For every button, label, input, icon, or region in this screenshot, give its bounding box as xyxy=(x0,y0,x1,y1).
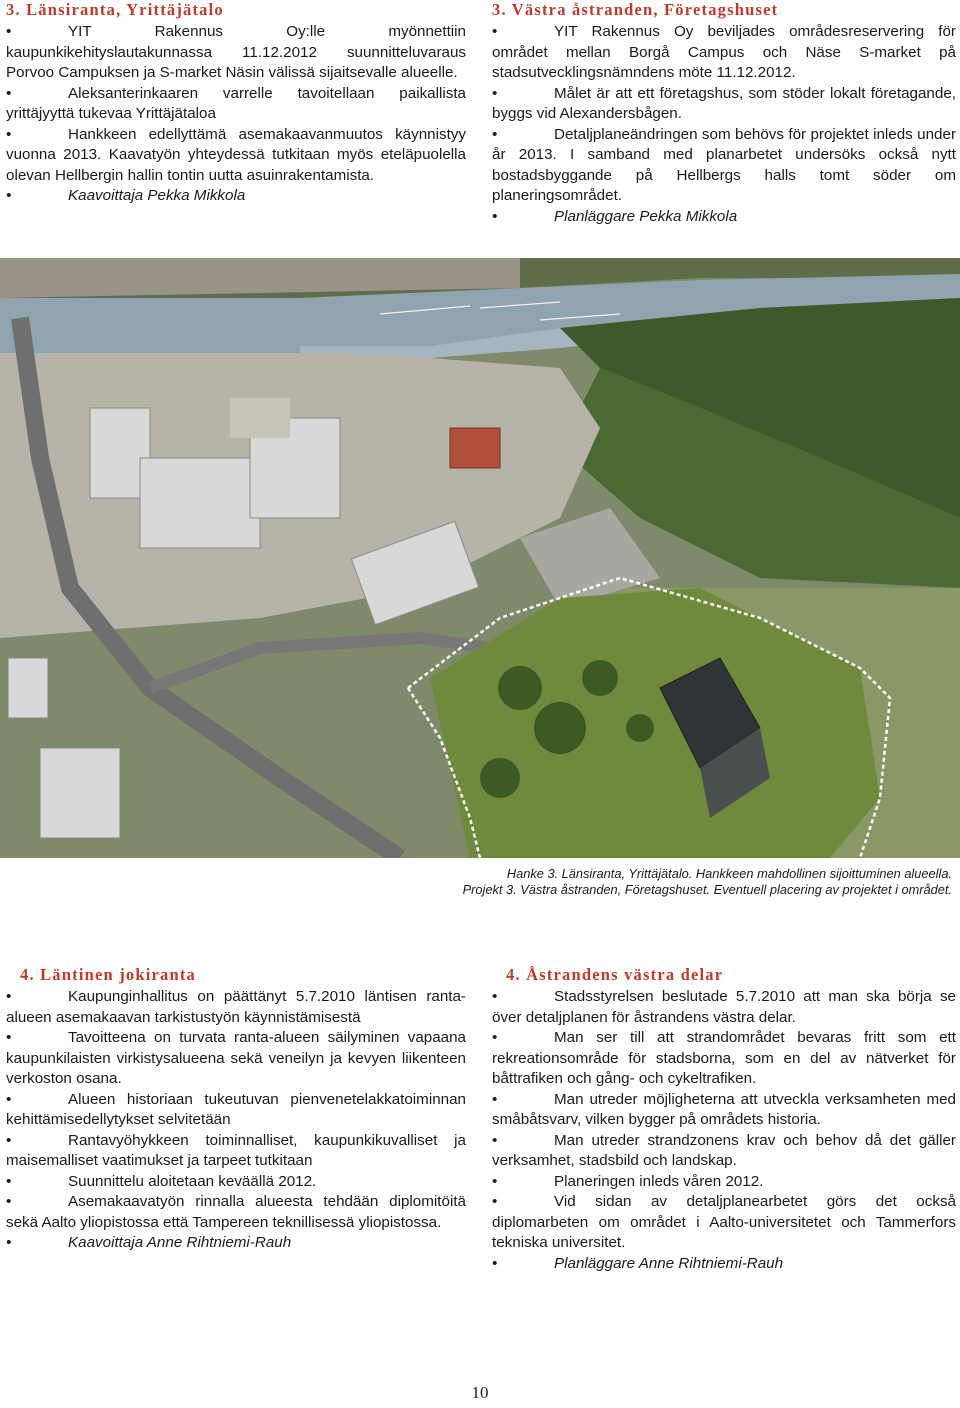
list-item: • Hankkeen edellyttämä asemakaavanmuutos käynnistyy vuonna 2013. Kaavatyön yhteydessä tutkitaan myös eteläpuolella olevan Hellbergin hallin tontin uutta asuinrakentamista. xyxy=(6,125,466,187)
planner-signature: • Kaavoittaja Pekka Mikkola xyxy=(6,186,466,207)
list-item: • Man utreder möjligheterna att utveckla verksamheten med småbåtsvarv, vilken bygger på områdets historia. xyxy=(492,1090,956,1131)
caption-finnish: Hanke 3. Länsiranta, Yrittäjätalo. Hankkeen mahdollinen sijoittuminen alueella. xyxy=(506,866,952,881)
list-item: • Man utreder strandzonens krav och behov då det gäller verksamhet, stadsbild och landskap. xyxy=(492,1131,956,1172)
planner-signature: • Planläggare Anne Rihtniemi-Rauh xyxy=(492,1254,956,1275)
list-item: • Detaljplaneändringen som behövs för projektet inleds under år 2013. I samband med planarbetet undersöks också nytt bostadsbyggande på Hellbergs halls tomt söder om planeringsområdet. xyxy=(492,125,956,207)
list-item: • Rantavyöhykkeen toiminnalliset, kaupunkikuvalliset ja maisemalliset vaatimukset ja tarpeet tutkitaan xyxy=(6,1131,466,1172)
list-item: • Tavoitteena on turvata ranta-alueen säilyminen vapaana kaupunkilaisten virkistysalueena sekä veneilyn ja kevyen liikenteen verkoston osana. xyxy=(6,1028,466,1090)
list-item: • Alueen historiaan tukeutuvan pienvenetelakkatoiminnan kehittämisedellytykset selvitetään xyxy=(6,1090,466,1131)
section-4-finnish xyxy=(6,965,466,1254)
planner-signature: • Kaavoittaja Anne Rihtniemi-Rauh xyxy=(6,1233,466,1254)
list-item: • YIT Rakennus Oy beviljades områdesreservering för området mellan Borgå Campus och Näse S-market på stadsutvecklingsnämndens möte 11.12.2012. xyxy=(492,22,956,84)
planner-signature: • Planläggare Pekka Mikkola xyxy=(492,207,956,228)
list-item: • Asemakaavatyön rinnalla alueesta tehdään diplomitöitä sekä Aalto yliopistossa että Tampereen teknillisessä yliopistossa. xyxy=(6,1192,466,1233)
list-item: • YIT Rakennus Oy:lle myönnettiin kaupunkikehityslautakunnassa 11.12.2012 suunnitteluvaraus Porvoo Campuksen ja S-market Näsin välissä sijaitsevalle alueelle. xyxy=(6,22,466,84)
bullet-list xyxy=(6,22,466,207)
bullet-list xyxy=(6,987,466,1254)
section-3-finnish xyxy=(6,0,466,207)
section-heading: 4. Läntinen jokiranta xyxy=(20,965,197,984)
section-4-swedish xyxy=(492,965,956,1274)
bullet-list xyxy=(492,22,956,227)
caption-swedish: Projekt 3. Västra åstranden, Företagshuset. Eventuell placering av projektet i området. xyxy=(462,882,952,897)
bullet-list xyxy=(492,987,956,1274)
list-item: • Kaupunginhallitus on päättänyt 5.7.2010 läntisen ranta-alueen asemakaavan tarkistustyön käynnistämisestä xyxy=(6,987,466,1028)
list-item: • Målet är att ett företagshus, som stöder lokalt företagande, byggs vid Alexandersbågen. xyxy=(492,84,956,125)
section-heading: 3. Länsiranta, Yrittäjätalo xyxy=(6,0,224,19)
section-3-swedish xyxy=(492,0,956,227)
page-number: 10 xyxy=(471,1383,489,1402)
photo-caption xyxy=(300,866,952,898)
section-heading: 3. Västra åstranden, Företagshuset xyxy=(492,0,779,19)
section-heading: 4. Åstrandens västra delar xyxy=(506,965,724,984)
aerial-photo xyxy=(0,258,960,858)
list-item: • Man ser till att strandområdet bevaras fritt som ett rekreationsområde för stadsborna, som en del av nätverket för båttrafiken och gång- och cykeltrafiken. xyxy=(492,1028,956,1090)
aerial-photo-illustration xyxy=(0,258,960,858)
list-item: • Planeringen inleds våren 2012. xyxy=(492,1172,956,1193)
list-item: • Stadsstyrelsen beslutade 5.7.2010 att man ska börja se över detaljplanen för åstrandens västra delar. xyxy=(492,987,956,1028)
list-item: • Suunnittelu aloitetaan keväällä 2012. xyxy=(6,1172,466,1193)
list-item: • Aleksanterinkaaren varrelle tavoitellaan paikallista yrittäjyyttä tukevaa Yrittäjätaloa xyxy=(6,84,466,125)
list-item: • Vid sidan av detaljplanearbetet görs det också diplomarbeten om området i Aalto-universitetet och Tammerfors tekniska universitet. xyxy=(492,1192,956,1254)
